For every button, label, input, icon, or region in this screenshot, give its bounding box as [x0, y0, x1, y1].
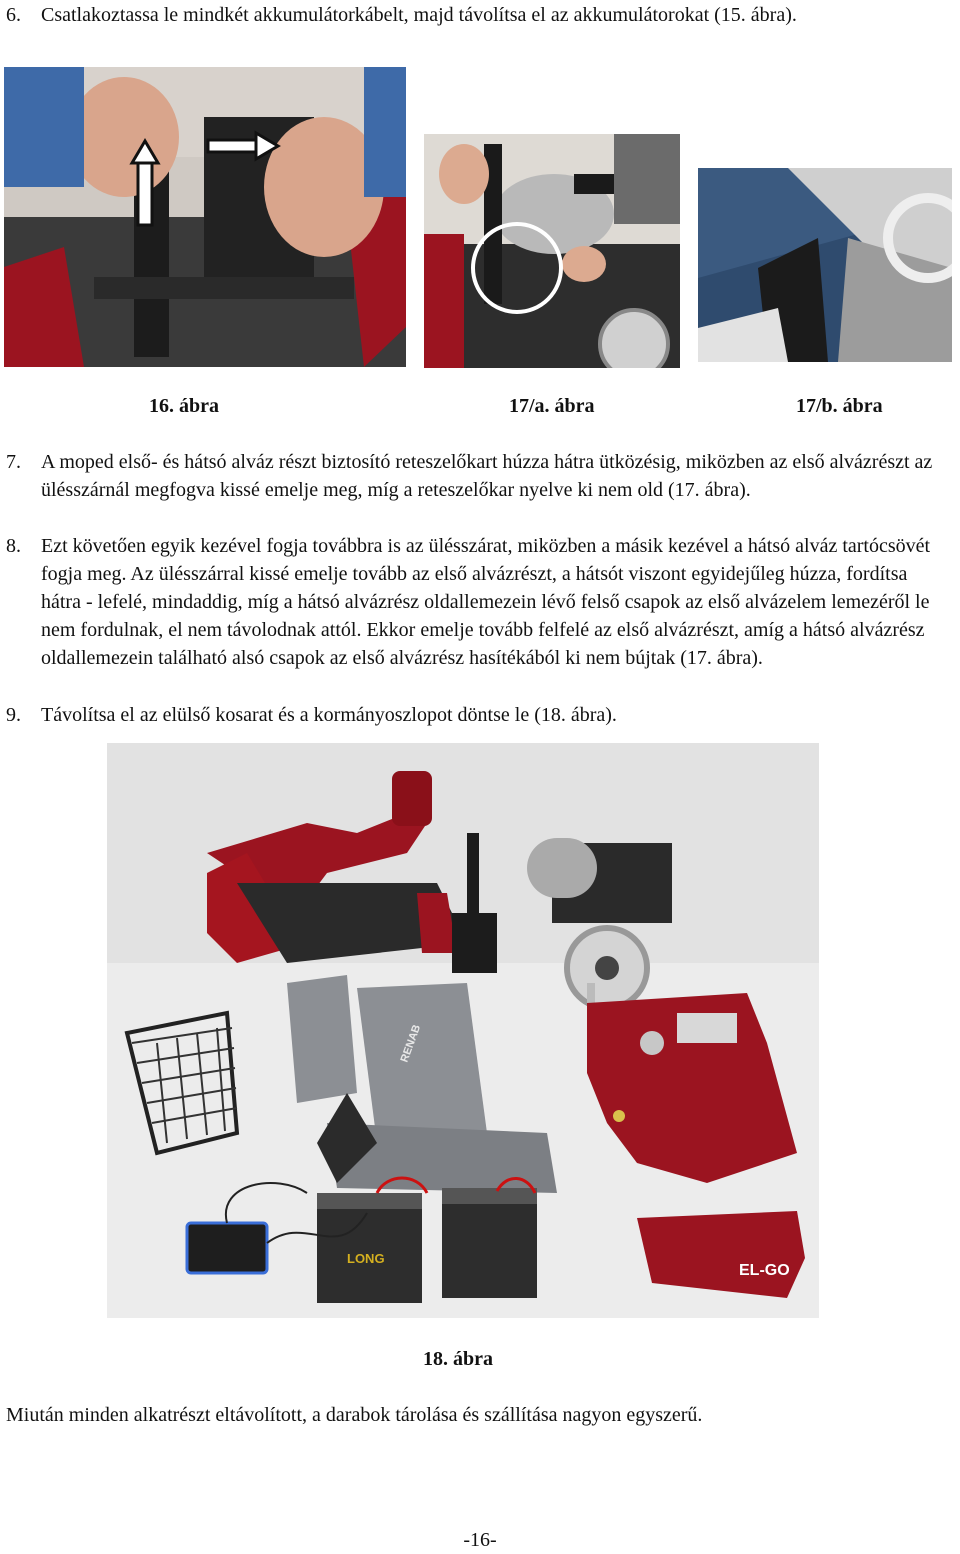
caption-figure-17a: 17/a. ábra — [509, 395, 595, 417]
caption-figure-18: 18. ábra — [423, 1348, 493, 1370]
cover-brand-label: EL-GO — [739, 1262, 790, 1279]
seat-brand-label: RENAB — [398, 1023, 424, 1065]
step-8-text: Ezt követően egyik kezével fogja továbbra is az ülésszárat, miközben a másik kezével a hátsó alváz tartócsövét fogja meg. Az ülésszárral kissé emelje tovább az első alvázrészt, a hátsót viszont egyidejűleg húzza, fordítsa hátra - lefelé, mindaddig, míg a hátsó alvázrész oldallemezein lévő felső csapok az első alvázelem lemezéről le nem fordulnak, el nem távolodnak attól. Ekkor emelje tovább felfelé az első alvázrészt, amíg a hátsó alvázrész oldallemezein található alsó csapok az első alvázrész hasítékából ki nem bújtak (17. ábra). — [41, 535, 931, 669]
step-9-number: 9. — [6, 704, 21, 726]
step-6-text: Csatlakoztassa le mindkét akkumulátorkábelt, majd távolítsa el az akkumulátorokat (15. ábra). — [41, 4, 797, 26]
figure-16-photo — [4, 67, 406, 367]
caption-figure-17b: 17/b. ábra — [796, 395, 883, 417]
figure-17b-photo — [698, 168, 952, 362]
figure-18-photo — [107, 743, 819, 1318]
step-8-number: 8. — [6, 535, 21, 557]
caption-figure-16: 16. ábra — [149, 395, 219, 417]
figure-17a-photo — [424, 134, 680, 368]
step-7-text: A moped első- és hátsó alváz részt biztosító reteszelőkart húzza hátra ütközésig, miközben az első alvázrészt az ülésszárnál megfogva kissé emelje meg, míg a reteszelőkar nyelve ki nem old (17. ábra). — [41, 451, 933, 501]
step-7-number: 7. — [6, 451, 21, 473]
closing-paragraph: Miután minden alkatrészt eltávolított, a darabok tárolása és szállítása nagyon egyszerű. — [6, 1404, 703, 1426]
page-number: -16- — [463, 1529, 497, 1551]
step-9-text: Távolítsa el az elülső kosarat és a kormányoszlopot döntse le (18. ábra). — [41, 704, 617, 726]
battery-brand-label: LONG — [347, 1251, 385, 1266]
step-6-number: 6. — [6, 4, 21, 26]
